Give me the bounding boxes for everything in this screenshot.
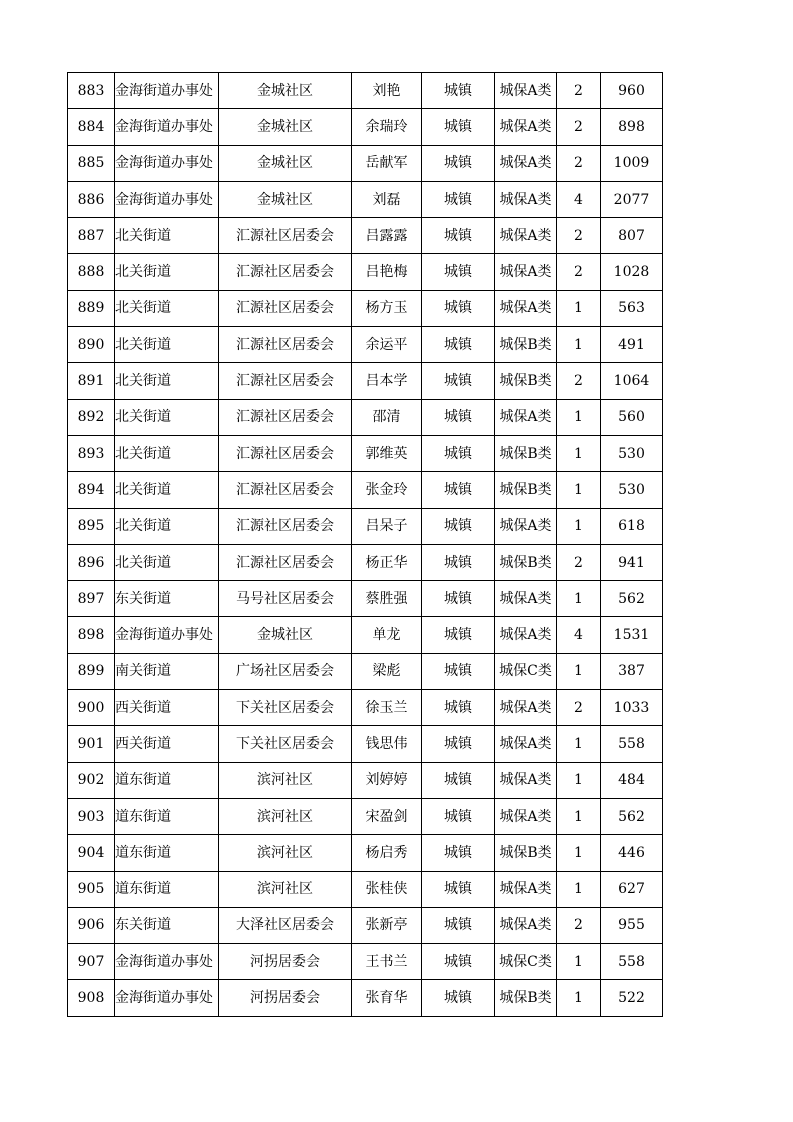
- insurance-category-cell: 城保A类: [495, 690, 557, 726]
- household-count-cell: 1: [557, 508, 601, 544]
- insurance-category-cell: 城保C类: [495, 653, 557, 689]
- amount-cell: 522: [601, 980, 663, 1016]
- area-type-cell: 城镇: [422, 218, 495, 254]
- street-cell: 道东街道: [115, 762, 219, 798]
- amount-cell: 1033: [601, 690, 663, 726]
- row-number-cell: 907: [68, 944, 115, 980]
- name-cell: 王书兰: [352, 944, 422, 980]
- amount-cell: 387: [601, 653, 663, 689]
- table-row: [68, 327, 663, 363]
- insurance-category-cell: 城保A类: [495, 109, 557, 145]
- street-cell: 北关街道: [115, 254, 219, 290]
- area-type-cell: 城镇: [422, 581, 495, 617]
- street-cell: 金海街道办事处: [115, 980, 219, 1016]
- name-cell: 钱思伟: [352, 726, 422, 762]
- area-type-cell: 城镇: [422, 181, 495, 217]
- community-cell: 广场社区居委会: [219, 653, 352, 689]
- insurance-category-cell: 城保B类: [495, 835, 557, 871]
- insurance-category-cell: 城保A类: [495, 907, 557, 943]
- amount-cell: 558: [601, 944, 663, 980]
- table-row: [68, 290, 663, 326]
- community-cell: 滨河社区: [219, 798, 352, 834]
- insurance-category-cell: 城保A类: [495, 218, 557, 254]
- row-number-cell: 890: [68, 327, 115, 363]
- area-type-cell: 城镇: [422, 835, 495, 871]
- row-number-cell: 884: [68, 109, 115, 145]
- insurance-category-cell: 城保A类: [495, 145, 557, 181]
- street-cell: 南关街道: [115, 653, 219, 689]
- street-cell: 道东街道: [115, 835, 219, 871]
- row-number-cell: 889: [68, 290, 115, 326]
- street-cell: 东关街道: [115, 581, 219, 617]
- area-type-cell: 城镇: [422, 690, 495, 726]
- community-cell: 金城社区: [219, 181, 352, 217]
- amount-cell: 2077: [601, 181, 663, 217]
- amount-cell: 562: [601, 798, 663, 834]
- table-row: [68, 690, 663, 726]
- row-number-cell: 897: [68, 581, 115, 617]
- street-cell: 金海街道办事处: [115, 145, 219, 181]
- insurance-category-cell: 城保A类: [495, 581, 557, 617]
- community-cell: 汇源社区居委会: [219, 435, 352, 471]
- street-cell: 金海街道办事处: [115, 109, 219, 145]
- row-number-cell: 898: [68, 617, 115, 653]
- street-cell: 金海街道办事处: [115, 181, 219, 217]
- household-count-cell: 1: [557, 835, 601, 871]
- amount-cell: 560: [601, 399, 663, 435]
- community-cell: 汇源社区居委会: [219, 508, 352, 544]
- street-cell: 北关街道: [115, 508, 219, 544]
- table-row: [68, 907, 663, 943]
- row-number-cell: 902: [68, 762, 115, 798]
- name-cell: 郭维英: [352, 435, 422, 471]
- household-count-cell: 2: [557, 254, 601, 290]
- name-cell: 张育华: [352, 980, 422, 1016]
- table-row: [68, 472, 663, 508]
- name-cell: 余瑞玲: [352, 109, 422, 145]
- table-row: [68, 399, 663, 435]
- table-row: [68, 544, 663, 580]
- community-cell: 金城社区: [219, 145, 352, 181]
- name-cell: 余运平: [352, 327, 422, 363]
- insurance-category-cell: 城保B类: [495, 435, 557, 471]
- name-cell: 杨正华: [352, 544, 422, 580]
- community-cell: 河拐居委会: [219, 944, 352, 980]
- amount-cell: 960: [601, 73, 663, 109]
- household-count-cell: 2: [557, 363, 601, 399]
- name-cell: 刘艳: [352, 73, 422, 109]
- street-cell: 西关街道: [115, 690, 219, 726]
- amount-cell: 941: [601, 544, 663, 580]
- name-cell: 吕呆子: [352, 508, 422, 544]
- amount-cell: 491: [601, 327, 663, 363]
- household-count-cell: 1: [557, 581, 601, 617]
- area-type-cell: 城镇: [422, 145, 495, 181]
- household-count-cell: 1: [557, 472, 601, 508]
- row-number-cell: 904: [68, 835, 115, 871]
- community-cell: 汇源社区居委会: [219, 399, 352, 435]
- amount-cell: 1531: [601, 617, 663, 653]
- row-number-cell: 888: [68, 254, 115, 290]
- insurance-category-cell: 城保A类: [495, 508, 557, 544]
- table-row: [68, 181, 663, 217]
- name-cell: 刘磊: [352, 181, 422, 217]
- street-cell: 北关街道: [115, 472, 219, 508]
- area-type-cell: 城镇: [422, 726, 495, 762]
- row-number-cell: 894: [68, 472, 115, 508]
- household-count-cell: 1: [557, 399, 601, 435]
- name-cell: 岳献军: [352, 145, 422, 181]
- area-type-cell: 城镇: [422, 798, 495, 834]
- street-cell: 北关街道: [115, 218, 219, 254]
- household-count-cell: 2: [557, 145, 601, 181]
- amount-cell: 807: [601, 218, 663, 254]
- name-cell: 吕艳梅: [352, 254, 422, 290]
- insurance-category-cell: 城保A类: [495, 290, 557, 326]
- household-count-cell: 2: [557, 544, 601, 580]
- area-type-cell: 城镇: [422, 109, 495, 145]
- name-cell: 单龙: [352, 617, 422, 653]
- table-row: [68, 145, 663, 181]
- insurance-category-cell: 城保B类: [495, 363, 557, 399]
- table-row: [68, 218, 663, 254]
- name-cell: 徐玉兰: [352, 690, 422, 726]
- name-cell: 吕露露: [352, 218, 422, 254]
- area-type-cell: 城镇: [422, 871, 495, 907]
- amount-cell: 558: [601, 726, 663, 762]
- row-number-cell: 891: [68, 363, 115, 399]
- area-type-cell: 城镇: [422, 435, 495, 471]
- area-type-cell: 城镇: [422, 508, 495, 544]
- insurance-category-cell: 城保A类: [495, 181, 557, 217]
- amount-cell: 562: [601, 581, 663, 617]
- amount-cell: 618: [601, 508, 663, 544]
- street-cell: 金海街道办事处: [115, 617, 219, 653]
- area-type-cell: 城镇: [422, 73, 495, 109]
- insurance-category-cell: 城保B类: [495, 544, 557, 580]
- row-number-cell: 892: [68, 399, 115, 435]
- table-row: [68, 254, 663, 290]
- community-cell: 滨河社区: [219, 835, 352, 871]
- name-cell: 邵清: [352, 399, 422, 435]
- table-row: [68, 871, 663, 907]
- table-row: [68, 798, 663, 834]
- insurance-category-cell: 城保B类: [495, 980, 557, 1016]
- street-cell: 道东街道: [115, 871, 219, 907]
- street-cell: 东关街道: [115, 907, 219, 943]
- insurance-category-cell: 城保A类: [495, 254, 557, 290]
- community-cell: 下关社区居委会: [219, 726, 352, 762]
- table-row: [68, 435, 663, 471]
- table-row: [68, 980, 663, 1016]
- household-count-cell: 4: [557, 181, 601, 217]
- community-cell: 汇源社区居委会: [219, 254, 352, 290]
- street-cell: 北关街道: [115, 363, 219, 399]
- insurance-category-cell: 城保A类: [495, 73, 557, 109]
- amount-cell: 1028: [601, 254, 663, 290]
- area-type-cell: 城镇: [422, 907, 495, 943]
- street-cell: 北关街道: [115, 544, 219, 580]
- name-cell: 宋盈剑: [352, 798, 422, 834]
- insurance-category-cell: 城保B类: [495, 472, 557, 508]
- area-type-cell: 城镇: [422, 327, 495, 363]
- community-cell: 金城社区: [219, 73, 352, 109]
- row-number-cell: 901: [68, 726, 115, 762]
- name-cell: 杨方玉: [352, 290, 422, 326]
- area-type-cell: 城镇: [422, 472, 495, 508]
- community-cell: 河拐居委会: [219, 980, 352, 1016]
- table-body: [68, 73, 663, 1017]
- household-count-cell: 2: [557, 690, 601, 726]
- street-cell: 西关街道: [115, 726, 219, 762]
- area-type-cell: 城镇: [422, 399, 495, 435]
- row-number-cell: 883: [68, 73, 115, 109]
- household-count-cell: 1: [557, 726, 601, 762]
- amount-cell: 530: [601, 435, 663, 471]
- area-type-cell: 城镇: [422, 363, 495, 399]
- name-cell: 蔡胜强: [352, 581, 422, 617]
- street-cell: 道东街道: [115, 798, 219, 834]
- insurance-category-cell: 城保C类: [495, 944, 557, 980]
- name-cell: 刘婷婷: [352, 762, 422, 798]
- insurance-category-cell: 城保B类: [495, 327, 557, 363]
- area-type-cell: 城镇: [422, 544, 495, 580]
- household-count-cell: 1: [557, 653, 601, 689]
- row-number-cell: 900: [68, 690, 115, 726]
- community-cell: 汇源社区居委会: [219, 544, 352, 580]
- household-count-cell: 1: [557, 762, 601, 798]
- community-cell: 汇源社区居委会: [219, 363, 352, 399]
- household-count-cell: 1: [557, 944, 601, 980]
- amount-cell: 955: [601, 907, 663, 943]
- community-cell: 汇源社区居委会: [219, 327, 352, 363]
- household-count-cell: 4: [557, 617, 601, 653]
- name-cell: 张新亭: [352, 907, 422, 943]
- household-count-cell: 1: [557, 290, 601, 326]
- amount-cell: 563: [601, 290, 663, 326]
- amount-cell: 484: [601, 762, 663, 798]
- insurance-category-cell: 城保A类: [495, 798, 557, 834]
- household-count-cell: 1: [557, 871, 601, 907]
- community-cell: 汇源社区居委会: [219, 218, 352, 254]
- area-type-cell: 城镇: [422, 944, 495, 980]
- amount-cell: 898: [601, 109, 663, 145]
- community-cell: 滨河社区: [219, 871, 352, 907]
- household-count-cell: 2: [557, 218, 601, 254]
- community-cell: 大泽社区居委会: [219, 907, 352, 943]
- row-number-cell: 896: [68, 544, 115, 580]
- table-row: [68, 73, 663, 109]
- community-cell: 汇源社区居委会: [219, 290, 352, 326]
- name-cell: 张金玲: [352, 472, 422, 508]
- area-type-cell: 城镇: [422, 653, 495, 689]
- name-cell: 吕本学: [352, 363, 422, 399]
- household-count-cell: 2: [557, 109, 601, 145]
- street-cell: 北关街道: [115, 399, 219, 435]
- row-number-cell: 885: [68, 145, 115, 181]
- community-cell: 马号社区居委会: [219, 581, 352, 617]
- table-row: [68, 508, 663, 544]
- row-number-cell: 895: [68, 508, 115, 544]
- row-number-cell: 886: [68, 181, 115, 217]
- community-cell: 金城社区: [219, 617, 352, 653]
- amount-cell: 530: [601, 472, 663, 508]
- row-number-cell: 893: [68, 435, 115, 471]
- beneficiary-table: [67, 72, 663, 1017]
- community-cell: 汇源社区居委会: [219, 472, 352, 508]
- insurance-category-cell: 城保A类: [495, 399, 557, 435]
- name-cell: 张桂侠: [352, 871, 422, 907]
- amount-cell: 1064: [601, 363, 663, 399]
- street-cell: 北关街道: [115, 327, 219, 363]
- area-type-cell: 城镇: [422, 762, 495, 798]
- row-number-cell: 908: [68, 980, 115, 1016]
- insurance-category-cell: 城保A类: [495, 871, 557, 907]
- area-type-cell: 城镇: [422, 290, 495, 326]
- area-type-cell: 城镇: [422, 617, 495, 653]
- amount-cell: 446: [601, 835, 663, 871]
- table-row: [68, 762, 663, 798]
- row-number-cell: 899: [68, 653, 115, 689]
- community-cell: 金城社区: [219, 109, 352, 145]
- area-type-cell: 城镇: [422, 254, 495, 290]
- household-count-cell: 2: [557, 73, 601, 109]
- insurance-category-cell: 城保A类: [495, 762, 557, 798]
- insurance-category-cell: 城保A类: [495, 617, 557, 653]
- household-count-cell: 1: [557, 327, 601, 363]
- street-cell: 金海街道办事处: [115, 944, 219, 980]
- amount-cell: 627: [601, 871, 663, 907]
- row-number-cell: 887: [68, 218, 115, 254]
- household-count-cell: 2: [557, 907, 601, 943]
- table-row: [68, 617, 663, 653]
- table-row: [68, 653, 663, 689]
- household-count-cell: 1: [557, 798, 601, 834]
- table-row: [68, 109, 663, 145]
- street-cell: 北关街道: [115, 435, 219, 471]
- area-type-cell: 城镇: [422, 980, 495, 1016]
- row-number-cell: 903: [68, 798, 115, 834]
- row-number-cell: 905: [68, 871, 115, 907]
- amount-cell: 1009: [601, 145, 663, 181]
- table-row: [68, 835, 663, 871]
- table-row: [68, 363, 663, 399]
- row-number-cell: 906: [68, 907, 115, 943]
- table-row: [68, 726, 663, 762]
- household-count-cell: 1: [557, 435, 601, 471]
- street-cell: 北关街道: [115, 290, 219, 326]
- table-row: [68, 581, 663, 617]
- street-cell: 金海街道办事处: [115, 73, 219, 109]
- name-cell: 杨启秀: [352, 835, 422, 871]
- insurance-category-cell: 城保A类: [495, 726, 557, 762]
- name-cell: 梁彪: [352, 653, 422, 689]
- table-row: [68, 944, 663, 980]
- household-count-cell: 1: [557, 980, 601, 1016]
- community-cell: 滨河社区: [219, 762, 352, 798]
- community-cell: 下关社区居委会: [219, 690, 352, 726]
